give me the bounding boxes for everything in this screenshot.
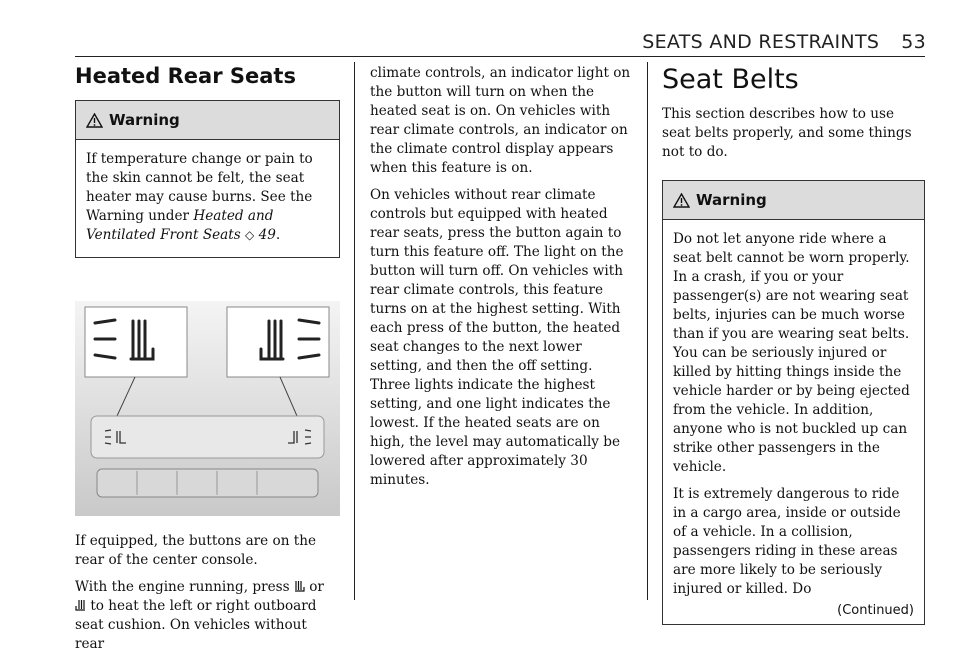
continued-label: (Continued)	[837, 603, 914, 618]
column-right	[662, 64, 925, 635]
warning-text: If temperature change or pain to the skin cannot be felt, the seat heater may cause burns. See the Warning under Heated and Ventilated Front Seats ◇ 49.	[86, 151, 313, 243]
warning-box-seat-belts	[662, 180, 925, 625]
running-header	[642, 31, 926, 53]
figure-caption: If equipped, the buttons are on the rear of the center console.	[75, 533, 317, 568]
warning-header	[663, 181, 924, 220]
reference-page[interactable]: 49	[258, 227, 276, 243]
column-middle	[370, 64, 635, 498]
para-indicator-light: climate controls, an indicator light on the button will turn on when the heated seat is on. On vehicles with rear climate controls, an indicator on the climate control display appears when this feature is on.	[370, 65, 631, 176]
console-buttons-figure	[75, 301, 340, 516]
warning-triangle-icon	[86, 113, 103, 128]
seat-belts-intro: This section describes how to use seat belts properly, and some things not to do.	[662, 106, 912, 160]
column-left	[75, 64, 340, 662]
seat-belts-heading: Seat Belts	[662, 64, 799, 95]
warning-triangle-icon	[673, 193, 690, 208]
reference-link[interactable]: Heated and Ventilated Front Seats	[86, 208, 274, 243]
right-heated-seat-icon	[75, 599, 86, 612]
warning-box-heated	[75, 100, 340, 258]
heated-rear-seats-heading: Heated Rear Seats	[75, 64, 296, 88]
warning-label: Warning	[696, 191, 767, 209]
warning-label: Warning	[109, 111, 180, 129]
page-number: 53	[901, 31, 926, 53]
column-divider	[647, 62, 648, 600]
header-rule	[75, 56, 925, 57]
left-heated-seat-icon	[294, 580, 305, 593]
warning-header	[76, 101, 339, 140]
column-divider	[354, 62, 355, 600]
para-press-buttons: With the engine running, press or to heat the left or right outboard seat cushion. On vehicles without rear	[75, 579, 324, 652]
page-ref-icon: ◇	[245, 228, 255, 242]
warning-para1: Do not let anyone ride where a seat belt cannot be worn properly. In a crash, if you or your passenger(s) are not wearing seat belts, injuries can be much worse than if you are wearing seat belts. You can be seriously injured or killed by hitting things inside the vehicle harder or by being ejected from the vehicle. In addition, anyone who is not buckled up can strike other passengers in the vehicle.	[673, 231, 910, 475]
section-title: SEATS AND RESTRAINTS	[642, 31, 880, 53]
warning-para2: It is extremely dangerous to ride in a cargo area, inside or outside of a vehicle. In a collision, passengers riding in these areas are more likely to be seriously injured or killed. Do	[673, 486, 901, 597]
para-turn-off: On vehicles without rear climate controls but equipped with heated rear seats, press the button again to turn this feature off. The light on the button will turn off. On vehicles with rear climate controls, this feature turns on at the highest setting. With each press of the button, the heated seat changes to the next lower setting, and then the off setting. Three lights indicate the highest setting, and one light indicates the lowest. If the heated seats are on high, the level may automatically be lowered after approximately 30 minutes.	[370, 187, 624, 488]
